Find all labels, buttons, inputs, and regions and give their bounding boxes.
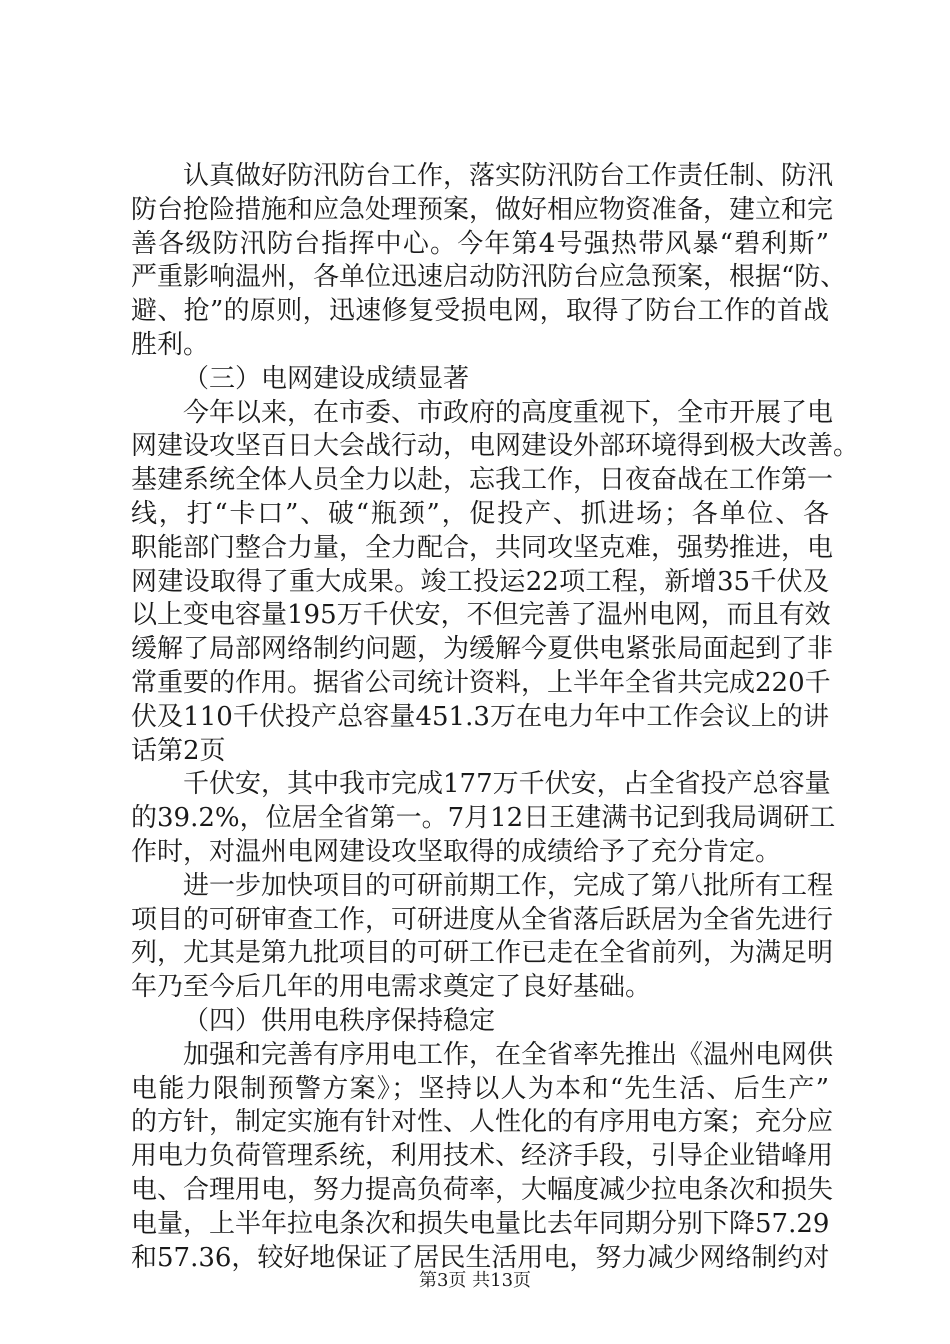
text-line: 以上变电容量195万千伏安，不但完善了温州电网，而且有效 [131, 600, 831, 631]
text-line: 今年以来，在市委、市政府的高度重视下，全市开展了电 [183, 397, 834, 428]
text-line: 列，尤其是第九批项目的可研工作已走在全省前列，为满足明 [131, 938, 834, 969]
text-line: 善各级防汛防台指挥中心。今年第4号强热带风暴“碧利斯” [131, 228, 829, 259]
text-line: 防台抢险措施和应急处理预案，做好相应物资准备，建立和完 [131, 194, 834, 225]
text-line: 严重影响温州，各单位迅速启动防汛防台应急预案，根据“防、 [131, 262, 847, 293]
text-line: 伏及110千伏投产总容量451.3万在电力年中工作会议上的讲 [131, 701, 829, 732]
body-text [131, 160, 860, 1275]
text-line: 加强和完善有序用电工作，在全省率先推出《温州电网供 [183, 1039, 834, 1070]
text-line: 网建设取得了重大成果。竣工投运22项工程，新增35千伏及 [131, 566, 829, 597]
text-line: 和57.36，较好地保证了居民生活用电，努力减少网络制约对 [131, 1242, 830, 1273]
text-line: 的39.2%，位居全省第一。7月12日王建满书记到我局调研工 [131, 803, 836, 834]
text-line: 项目的可研审查工作，可研进度从全省落后跃居为全省先进行 [131, 904, 834, 935]
page-footer: 第3页 共13页 [418, 1270, 532, 1291]
text-line: 千伏安，其中我市完成177万千伏安，占全省投产总容量 [183, 769, 831, 800]
section-heading: （三）电网建设成绩显著 [183, 363, 470, 394]
text-line: 常重要的作用。据省公司统计资料，上半年全省共完成220千 [131, 667, 831, 698]
text-line: 线，打“卡口”、破“瓶颈”，促投产、抓进场；各单位、各 [131, 498, 829, 529]
text-line: 职能部门整合力量，全力配合，共同攻坚克难，强势推进，电 [131, 532, 834, 563]
text-line: 胜利。 [131, 329, 210, 360]
text-line: 作时，对温州电网建设攻坚取得的成绩给予了充分肯定。 [131, 836, 782, 867]
text-line: 进一步加快项目的可研前期工作，完成了第八批所有工程 [183, 870, 834, 901]
text-line: 缓解了局部网络制约问题，为缓解今夏供电紧张局面起到了非 [131, 634, 834, 665]
section-heading: （四）供用电秩序保持稳定 [183, 1005, 496, 1036]
text-line: 基建系统全体人员全力以赴，忘我工作，日夜奋战在工作第一 [131, 465, 834, 496]
text-line: 电量，上半年拉电条次和损失电量比去年同期分别下降57.29 [131, 1208, 830, 1239]
text-line: 用电力负荷管理系统，利用技术、经济手段，引导企业错峰用 [131, 1141, 834, 1172]
text-line: 网建设攻坚百日大会战行动，电网建设外部环境得到极大改善。 [131, 431, 860, 462]
text-line: 的方针，制定实施有针对性、人性化的有序用电方案；充分应 [131, 1107, 834, 1138]
text-line: 电能力限制预警方案》；坚持以人为本和“先生活、后生产” [131, 1073, 829, 1104]
text-line: 年乃至今后几年的用电需求奠定了良好基础。 [131, 972, 652, 1003]
text-line: 避、抢”的原则，迅速修复受损电网，取得了防台工作的首战 [131, 296, 829, 327]
text-line: 话第2页 [131, 735, 226, 766]
text-line: 认真做好防汛防台工作，落实防汛防台工作责任制、防汛 [183, 161, 834, 191]
text-line: 电、合理用电，努力提高负荷率，大幅度减少拉电条次和损失 [131, 1174, 834, 1205]
